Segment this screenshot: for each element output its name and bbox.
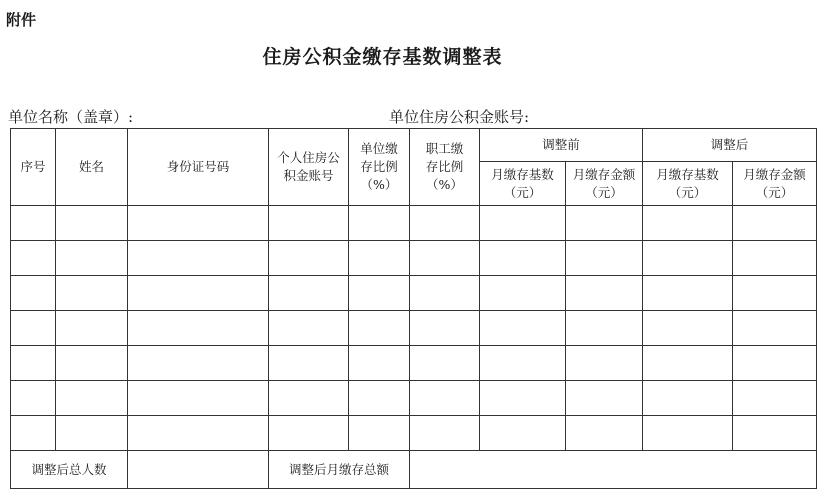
table-cell[interactable] [410, 206, 480, 241]
table-cell[interactable] [349, 416, 410, 451]
table-cell[interactable] [349, 206, 410, 241]
table-row [11, 346, 817, 381]
total-people-label: 调整后总人数 [11, 451, 128, 489]
table-cell[interactable] [56, 416, 128, 451]
table-cell[interactable] [566, 276, 643, 311]
table-cell[interactable] [410, 311, 480, 346]
table-cell[interactable] [269, 241, 349, 276]
table-cell[interactable] [733, 346, 817, 381]
total-people-cell[interactable] [128, 451, 269, 489]
table-cell[interactable] [11, 206, 56, 241]
table-cell[interactable] [643, 206, 733, 241]
table-cell[interactable] [733, 381, 817, 416]
table-cell[interactable] [128, 241, 269, 276]
table-cell[interactable] [643, 241, 733, 276]
table-cell[interactable] [56, 241, 128, 276]
table-cell[interactable] [566, 206, 643, 241]
table-cell[interactable] [269, 416, 349, 451]
page-title: 住房公积金缴存基数调整表 [262, 46, 503, 68]
table-cell[interactable] [480, 416, 566, 451]
table-cell[interactable] [56, 276, 128, 311]
table-cell[interactable] [349, 276, 410, 311]
table-cell[interactable] [128, 381, 269, 416]
header-before-adjustment: 调整前 [480, 129, 643, 162]
header-before-base: 月缴存基数 （元） [480, 162, 566, 206]
table-cell[interactable] [566, 346, 643, 381]
header-personal-account: 个人住房公 积金账号 [269, 129, 349, 206]
table-cell[interactable] [349, 346, 410, 381]
header-after-amount: 月缴存金额 （元） [733, 162, 817, 206]
table-cell[interactable] [128, 206, 269, 241]
total-row [11, 451, 817, 489]
table-cell[interactable] [480, 311, 566, 346]
table-cell[interactable] [269, 381, 349, 416]
table-cell[interactable] [128, 416, 269, 451]
table-cell[interactable] [643, 276, 733, 311]
table-cell[interactable] [269, 206, 349, 241]
table-cell[interactable] [566, 241, 643, 276]
table-cell[interactable] [269, 311, 349, 346]
header-after-adjustment: 调整后 [643, 129, 817, 162]
table-cell[interactable] [56, 381, 128, 416]
table-row [11, 381, 817, 416]
table-cell[interactable] [128, 346, 269, 381]
table-cell[interactable] [566, 381, 643, 416]
table-cell[interactable] [269, 276, 349, 311]
table-cell[interactable] [410, 416, 480, 451]
table-cell[interactable] [128, 276, 269, 311]
table-cell[interactable] [56, 311, 128, 346]
table-cell[interactable] [733, 416, 817, 451]
table-cell[interactable] [11, 346, 56, 381]
header-before-amount: 月缴存金额 （元） [566, 162, 643, 206]
adjustment-table [10, 128, 817, 489]
table-cell[interactable] [349, 241, 410, 276]
table-cell[interactable] [349, 381, 410, 416]
unit-name-label: 单位名称（盖章）: [8, 108, 134, 126]
header-row-1 [11, 129, 817, 162]
table-cell[interactable] [349, 311, 410, 346]
table-cell[interactable] [56, 206, 128, 241]
table-cell[interactable] [11, 381, 56, 416]
header-seq: 序号 [11, 129, 56, 206]
table-row [11, 416, 817, 451]
table-cell[interactable] [733, 206, 817, 241]
header-after-base: 月缴存基数 （元） [643, 162, 733, 206]
table-cell[interactable] [11, 276, 56, 311]
table-cell[interactable] [643, 346, 733, 381]
table-cell[interactable] [56, 346, 128, 381]
total-amount-label: 调整后月缴存总额 [269, 451, 410, 489]
table-cell[interactable] [410, 346, 480, 381]
table-cell[interactable] [410, 241, 480, 276]
table-cell[interactable] [566, 311, 643, 346]
header-unit-ratio: 单位缴 存比例 （%） [349, 129, 410, 206]
table-cell[interactable] [643, 311, 733, 346]
table-cell[interactable] [480, 346, 566, 381]
table-cell[interactable] [480, 381, 566, 416]
table-cell[interactable] [480, 241, 566, 276]
unit-account-label: 单位住房公积金账号: [389, 108, 530, 126]
table-cell[interactable] [410, 381, 480, 416]
table-cell[interactable] [733, 276, 817, 311]
table-cell[interactable] [643, 381, 733, 416]
table-cell[interactable] [733, 241, 817, 276]
table-row [11, 276, 817, 311]
header-staff-ratio: 职工缴 存比例 （%） [410, 129, 480, 206]
table-row [11, 311, 817, 346]
table-cell[interactable] [480, 276, 566, 311]
table-row [11, 241, 817, 276]
table-cell[interactable] [11, 416, 56, 451]
table-cell[interactable] [410, 276, 480, 311]
table-cell[interactable] [269, 346, 349, 381]
table-cell[interactable] [480, 206, 566, 241]
table-cell[interactable] [566, 416, 643, 451]
table-cell[interactable] [11, 241, 56, 276]
total-amount-cell[interactable] [410, 451, 817, 489]
header-id-number: 身份证号码 [128, 129, 269, 206]
table-cell[interactable] [733, 311, 817, 346]
table-cell[interactable] [11, 311, 56, 346]
table-cell[interactable] [128, 311, 269, 346]
table-row [11, 206, 817, 241]
table-cell[interactable] [643, 416, 733, 451]
attachment-label: 附件 [6, 11, 37, 29]
header-name: 姓名 [56, 129, 128, 206]
